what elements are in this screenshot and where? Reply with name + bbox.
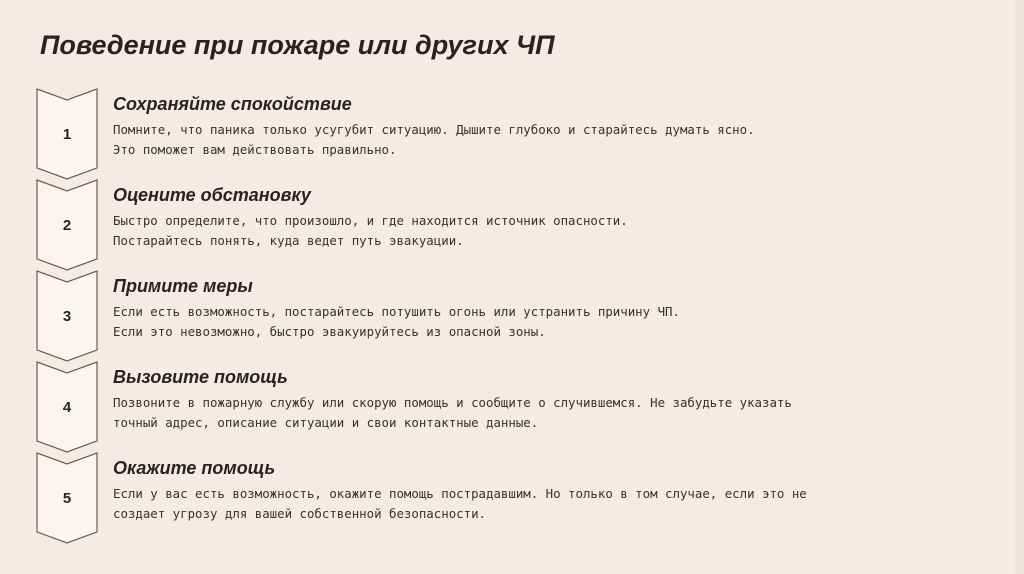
step-number: 1	[62, 125, 72, 143]
step-text-line: Это поможет вам действовать правильно.	[113, 142, 397, 157]
step-heading: Примите меры	[113, 276, 253, 296]
step-number: 3	[62, 307, 72, 325]
step-heading: Вызовите помощь	[113, 367, 288, 387]
step-text-line: Если у вас есть возможность, окажите помощь пострадавшим. Но только в том случае, если это не	[113, 486, 807, 501]
step-2	[0, 179, 1024, 271]
step-heading: Сохраняйте спокойствие	[113, 94, 352, 114]
page-title: Поведение при пожаре или других ЧП	[40, 30, 555, 60]
step-text-line: Быстро определите, что произошло, и где находится источник опасности.	[113, 213, 628, 228]
step-4	[0, 361, 1024, 453]
step-number: 5	[62, 489, 72, 507]
step-3	[0, 270, 1024, 362]
step-text-line: Постарайтесь понять, куда ведет путь эвакуации.	[113, 233, 464, 248]
step-1	[0, 88, 1024, 180]
step-5	[0, 452, 1024, 544]
step-heading: Окажите помощь	[113, 458, 276, 478]
step-text-line: Если есть возможность, постарайтесь потушить огонь или устранить причину ЧП.	[113, 304, 680, 319]
step-text-line: Помните, что паника только усугубит ситуацию. Дышите глубоко и старайтесь думать ясно.	[113, 122, 755, 137]
step-number: 4	[62, 398, 72, 416]
step-text-line: точный адрес, описание ситуации и свои контактные данные.	[113, 415, 539, 430]
step-text-line: Позвоните в пожарную службу или скорую помощь и сообщите о случившемся. Не забудьте указать	[113, 395, 792, 410]
step-text-line: создает угрозу для вашей собственной безопасности.	[113, 506, 486, 521]
step-heading: Оцените обстановку	[113, 185, 311, 205]
step-number: 2	[62, 216, 72, 234]
step-text-line: Если это невозможно, быстро эвакуируйтесь из опасной зоны.	[113, 324, 546, 339]
